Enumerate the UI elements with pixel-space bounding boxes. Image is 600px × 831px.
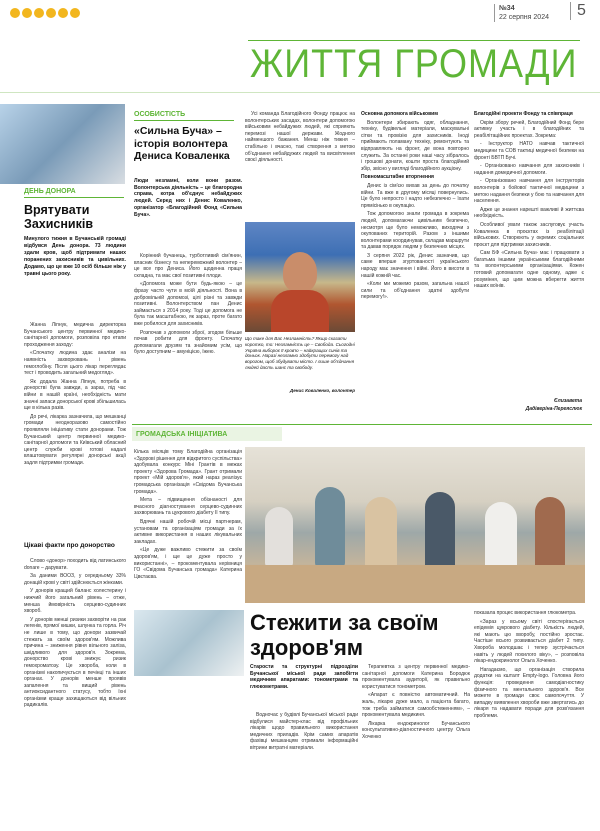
- health-body-2: [250, 712, 358, 822]
- volunteer-column-3: [361, 111, 469, 421]
- glucometer-photo: [134, 610, 244, 676]
- donor-p1: Жанна Ліпнук, медична директорка Бучанського центру первинної медико-санітарної допомоги, розповіла про етапи проходження заходу:: [24, 322, 126, 348]
- volunteer-c2-rubric: Основна допомога військовим: [361, 111, 438, 117]
- health-p9: «Зараз у всьому світі спостерігається епідемія цукрового діабету. Кількість людей, які мають цю хворобу, постійно зростає. Частіше всього розвивається діабет 2 типу. Хвороба молодшає і тепер зустрічається навіть у людей похилого віку», – розповіла лікар-ендокринолог Ольга Хоченко.: [474, 618, 584, 665]
- health-p5: Терапевтка з центру первинної медико-санітарної допомоги Катерина Бородюк прокоментувала аудиторії, як правильно користуватися тонометром.: [362, 664, 470, 690]
- header-divider: [0, 92, 600, 93]
- section-title: ЖИТТЯ ГРОМАДИ: [250, 40, 578, 86]
- donor-title: Врятувати Захисників: [24, 203, 94, 231]
- donor-p5: Слово «донор» походить від латинського donare – дарувати.: [24, 558, 126, 571]
- health-top-rule: [132, 424, 592, 425]
- facebook-icon[interactable]: [10, 8, 20, 18]
- donor-photo: [0, 104, 125, 184]
- donor-subheading: Цікаві факти про донорство: [24, 542, 115, 549]
- volunteer-c3-p4: Сам БФ «Сильна Буча» має і працювати з багатьма іншими українськими благодійними та волонтерськими організаціями. Кожен готовий допомагати одне одному, адже є розуміння, що цим можна вберегти життя наших воїнів.: [474, 250, 584, 290]
- volunteer-title: «Сильна Буча» – історія волонтера Дениса Коваленка: [134, 125, 230, 162]
- volunteer-c2-p4: З серпня 2022 рік, Денис зазначив, що саме вперше згуртованості українського народу має значення і війні. Його в висоти в нашій кожній час.: [361, 252, 469, 279]
- health-p1: Мета – підвищення обізнаності для вчасного діагностування серцево-судинних захворювань та цукрового діабету ІІ типу.: [134, 497, 242, 517]
- donor-p7: У донорів кращий баланс холестерину і нижчий його загальний рівень – отже, менша ймовірність серцево-судинних хвороб.: [24, 588, 126, 615]
- volunteer-c2-p2: Денис із сім'єю вихав за день до початку війни. Та вже в другому місяці повернулись. Це було непросто і надто небезпечно – їхати прямісінько в окупацію.: [361, 182, 469, 209]
- volunteer-c3-p3: Особливої уваги також заслуговує участь Коваленка в проєктах із реабілітації військових. Створюють у окремих соціальних проєкт для підтримки захисників.: [474, 221, 584, 248]
- donor-rule: [24, 197, 124, 198]
- telegram-icon[interactable]: [22, 8, 32, 18]
- volunteer-c3-rubric: Благодійні проекти Фонду та співпраця: [474, 111, 573, 117]
- volunteer-c2-p1: Волонтери збирають одяг, обладнання, техніку, будівельні матеріали, маскувальні сітки та провізію для захисників. Іноді приймають поламану техніку, ремонтують та відправляють на фронт, де вона повторно служить. За останні роки наші часу зібралось і грошові донати, кошти проста благодійний збір, звісно у вигляді благодійного аукціону.: [361, 119, 469, 172]
- issue-date: 22 серпня 2024: [499, 14, 549, 21]
- health-rubric: ГРОМАДСЬКА ІНІЦІАТИВА: [136, 431, 228, 438]
- health-p8: показала процес використання глюкометра.: [474, 610, 577, 616]
- volunteer-rubric: ОСОБИСТІСТЬ: [134, 111, 186, 118]
- volunteer-signature-2: Дадіверіна-Переяслюк: [525, 406, 582, 412]
- volunteer-c3-p2: Адже це знання нарешті важливі й життєва необхідність.: [474, 206, 584, 220]
- donor-rubric: ДЕНЬ ДОНОРА: [24, 188, 76, 195]
- volunteer-c2-rubric2: Повномасштабне вторгнення: [361, 174, 434, 181]
- health-sublead: Старости та структурні підрозділи Бучанської міської ради запобігти медичним апаратами: тонометрами та глюкометрами.: [250, 664, 358, 690]
- volunteer-c2-p5: «Коли ми можемо разом, загальна нашої сили та об'єднання здатні здобути перемогу!».: [361, 281, 469, 301]
- viber-icon[interactable]: [46, 8, 56, 18]
- donor-facts: [24, 558, 126, 820]
- volunteer-body-1: [134, 253, 242, 421]
- volunteer-photo: [245, 222, 355, 332]
- donor-body: [24, 322, 126, 540]
- volunteer-p3: Розпочав з допомоги зброї, згодом більше почав робити для фронту. Спочатку допомагали друзям та знайомим усім, що було доступним – амуніцією, їжею.: [134, 329, 242, 356]
- volunteer-c2-p3: Тож допомогою знали громада в зокрема людей, допомагаючи цивільним безпечно, несмотря ще було неможливо, виходячи з окупованих територій. Разом з іншими волонтерами координував, складав маршрути та давав порядок людям у безпечних місцях.: [361, 211, 469, 251]
- page-number: 5: [570, 2, 586, 20]
- instagram-icon[interactable]: [34, 8, 44, 18]
- health-title: Стежити за своїм здоров'ям: [250, 610, 439, 660]
- health-p2: Вдячні нашій робочій місці партнерам, установам та організаціям громади за їх активне використання в наших лікувальних закладах.: [134, 518, 242, 545]
- health-p3: «Це дуже важливо стежити за своїм здоров'ям, і ще це дуже просто у використанні», – прокоментувала керівниця ГО «Свідома Бучанська громада» Катерина Цвєтаєва.: [134, 547, 242, 580]
- volunteer-lead: Люди незламні, коли вони разом. Волонтерська діяльність – це благородна справа, котра об'єднує небайдужих людей. Серед них і Денис Коваленко, організатор «Благодійний Фонд «Сильна Буча».: [134, 178, 242, 218]
- volunteer-rule: [134, 120, 234, 121]
- donor-p4: До речі, лікарка зазначила, що мешканці громади неодноразово самостійно проявляли ініціативу стати донорами. Тож Бучанський центр первинної медико-санітарної допомоги та Київський обласний центр служби крові готові надалі влаштовувати регулярні донорські акції задля підтримки громади.: [24, 413, 126, 466]
- volunteer-signature-1: Єлизавета: [554, 398, 582, 404]
- health-photo: [245, 447, 585, 603]
- health-p10: Нагадаємо, що організація створила додатки на кшталт Empty-logo. Головна його функція: проведення самодіагностику фізичного та ментального здоров'я. Все можете в громади своє самопочуття. У випадку виявлення хвороби вже звертатись до лікаря та надавати поради для розв'язання проблеми.: [474, 666, 584, 719]
- donor-p8: У донорів менші ризики захворіти на рак легенів, прямої кишки, шлунка та горла. Річ не лише в тому, що донори зазвичай стежать за своїм здоров'ям. Можлива причина – зниження рівня вільного заліза, шкідливого для здоров'я. Зокрема, донорство крові знижує ризик гемохроматозу. Це хвороба, коли в організмі накопичується в печінці та інших органах. У донорів менше проявів запалення та вищий рівень антиоксидантного статусу, тобто їхні організми краще захищаються від вільних радикалів.: [24, 616, 126, 709]
- youtube-icon[interactable]: [58, 8, 68, 18]
- health-lead: Кілька місяців тому Благодійна організація «Здорові рішення для відкритого суспільства» здобувала конкурс Міні Грантів в межах проекту «Здорова Громада». Грант отримали проект «Мій здоров'я», який нараз реалізує громадська організація «Свідома Бучанська громада».: [134, 449, 242, 495]
- health-body-3: [362, 664, 470, 822]
- health-p7: Лікарка ендокринолог Бучанського консультативно-діагностичного центру Ольга Хоченко: [362, 720, 470, 740]
- issue-info: [494, 4, 549, 22]
- health-p4: Водночас у будівлі Бучанської міської ради відбулися майстер-клас від профільних лікарів щодо правильного використання медичних приладів. Крім самих апаратів фахівці мешканцям отримали інформаційні вітрини витратні матеріали.: [250, 712, 358, 751]
- issue-number: №34: [499, 5, 515, 12]
- health-body-4: [474, 610, 584, 822]
- volunteer-p1: Корінний бучанець, турботливий сім'янин, власник бізнесу та непереможний волонтер – це все про Дениса. Його щоденна праця складна, та має свої позитивні плоди.: [134, 253, 242, 279]
- volunteer-caption: Що таке для Вас Незламність? Якщо сказати коротко, то: Незламність це – Свобода. Сьогодні Україна вибороє її кров'ю – найкращих синів та доньок. Наразі незламно здобути перемогу над ворогом, щоб збудувати місто. І лише об'єднання людей дасть шанс та свободу.: [245, 336, 355, 370]
- volunteer-p2: «Допомога може бути будь-якою – це фразу часто чути в моїй діяльності. Вона в добровільній допомозі, цілі різні та завжди позитивні. Волонтерством пан Денис займається з 2014 року. Тоді це допомога не була так масштабною, як зараз, проте багато вже робилося для захисників.: [134, 281, 242, 327]
- volunteer-body-2: [245, 111, 355, 219]
- volunteer-caption-sign: Денис Коваленко, волонтер: [289, 388, 355, 393]
- volunteer-c3-l2: - Організовано навчання для захисників і надання домедичної допомоги.: [474, 163, 584, 176]
- donor-p6: За даними ВООЗ, у середньому 33% донацій крові у світі здійснюється жінками.: [24, 573, 126, 586]
- volunteer-column-4: [474, 111, 584, 396]
- social-icons: [10, 8, 80, 18]
- volunteer-c3-l1: - Інструктор НАТО навчав тактичної медицини та СОВ тактиці медичної безпеки на фронті БВТП Бучі.: [474, 141, 584, 161]
- donor-p3: Як додала Жанна Ліпнук, потреба в донорстві була завжди, а зараз, під час війни в нашій країні, необхідність мати значні запаси донорської крові збільшилась ще в кілька разів.: [24, 378, 126, 412]
- tiktok-icon[interactable]: [70, 8, 80, 18]
- donor-lead: Минулого тижня в Бучанській громаді відбувся День донора. 73 людини здали кров, щоб підтримати наших поранених захисників та цивільних. Додамо, що це вже 10 осіб більше ніж у травні цього року.: [24, 236, 126, 277]
- health-body-1: [134, 449, 242, 607]
- volunteer-c3-l3: - Організовано навчання для інструкторів волонтерів з бойової тактичної медицини з метою надання безпеки у бою та навчання для населення.: [474, 178, 584, 205]
- volunteer-c3-p1: Окрім збору речей, Благодійний Фонд бере активну участь і в благодійних та реабілітаційних проектах. Зокрема:: [474, 119, 584, 139]
- donor-p2: «Спочатку людина здає аналізи на наявність захворювань і рівень гемоглобіну. Після цього лікар переглядає тест і проводить загальний медогляд».: [24, 350, 126, 377]
- health-p6: «Апарат є повністю автоматичний. На жаль, лікарю дуже мало, а пацієнта багато, тож треба займатися самообстеженням», – прокоментувала медикиня.: [362, 692, 470, 719]
- volunteer-p4: Усі команда Благодійного Фонду працює на волонтерських засадах, волонтери допомогою військовим небайдужих людей, які сприяють перемозі нашої держави. Жодного найменшого бажання. Менш ніж тижня – стабільно і вчасно, такі створення з метою об'єднання небайдужих людей та висвітлення своєї діяльності.: [245, 111, 355, 164]
